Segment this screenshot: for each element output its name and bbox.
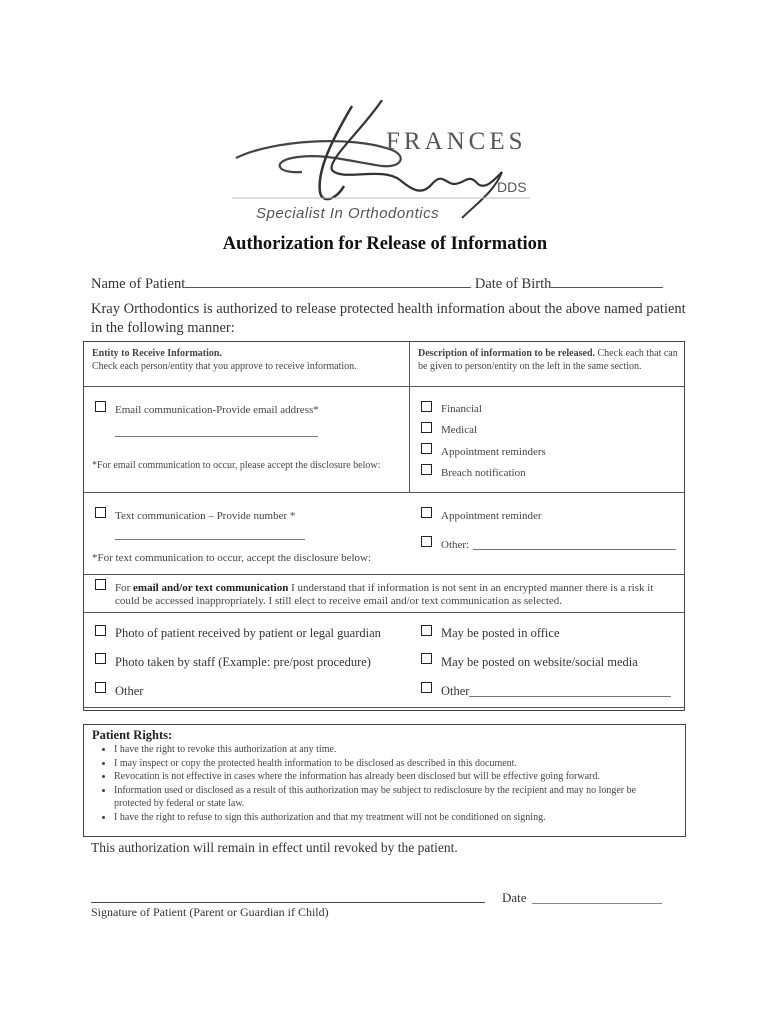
posted-other-checkbox[interactable]	[421, 682, 432, 693]
photo-right-other: Other	[441, 684, 470, 698]
email-checkbox[interactable]	[95, 401, 106, 412]
validity-statement: This authorization will remain in effect until revoked by the patient.	[91, 840, 458, 855]
disclosure-bold: email and/or text communication	[133, 582, 289, 594]
row-divider	[84, 612, 684, 613]
logo-suffix: DDS	[497, 179, 527, 195]
photo-staff-checkbox[interactable]	[95, 653, 106, 664]
rights-item: • I have the right to refuse to sign this authorization and that my treatment will not be conditioned on signing.	[114, 811, 674, 825]
logo-first-name: FRANCES	[386, 128, 527, 155]
rights-item: • I have the right to revoke this authorization at any time.	[114, 743, 674, 757]
text-item-appointment-reminder: Appointment reminder	[441, 510, 542, 522]
dob-label: Date of Birth	[474, 276, 552, 292]
photo-right-website: May be posted on website/social media	[441, 655, 638, 669]
date-label: Date	[502, 890, 527, 905]
photo-right-office: May be posted in office	[441, 626, 560, 640]
photo-left-other: Other	[115, 684, 144, 698]
left-header	[92, 347, 402, 373]
text-item-other: Other:	[441, 539, 470, 551]
column-divider	[409, 342, 410, 492]
row-divider	[84, 574, 684, 575]
patient-rights-title: Patient Rights:	[92, 728, 173, 742]
right-header	[418, 347, 680, 373]
logo-tagline: Specialist In Orthodontics	[256, 205, 440, 222]
rights-item: • Revocation is not effective in cases where the information has already been disclosed but will be effective going forward.	[114, 770, 674, 784]
email-item-medical: Medical	[441, 424, 478, 436]
disclosure-prefix: For	[115, 582, 134, 594]
text-appointment-reminder-checkbox[interactable]	[421, 507, 432, 518]
email-note: *For email communication to occur, please accept the disclosure below:	[92, 460, 381, 471]
dob-field[interactable]	[551, 275, 663, 288]
header-divider	[84, 386, 684, 387]
form-title: Authorization for Release of Information	[222, 234, 548, 254]
text-checkbox[interactable]	[95, 507, 106, 518]
signature-field[interactable]	[91, 902, 485, 903]
right-header-text: Check each that can be given to person/entity on the left in the same section.	[418, 348, 678, 372]
rights-item: • I may inspect or copy the protected health information to be disclosed as described in this document.	[114, 757, 674, 771]
posted-website-checkbox[interactable]	[421, 653, 432, 664]
text-note: *For text communication to occur, accept the disclosure below:	[92, 552, 372, 564]
posted-office-checkbox[interactable]	[421, 625, 432, 636]
row-divider	[84, 492, 684, 493]
email-item-financial: Financial	[441, 403, 482, 415]
breach-notification-checkbox[interactable]	[421, 464, 432, 475]
patient-info-line	[91, 275, 663, 293]
row-divider	[84, 707, 684, 708]
email-option-label: Email communication-Provide email address*	[115, 404, 319, 416]
left-header-text: Check each person/entity that you approve to receive information.	[92, 361, 357, 372]
signature-label: Signature of Patient (Parent or Guardian if Child)	[91, 905, 329, 919]
text-other-field[interactable]	[473, 549, 676, 550]
text-other-checkbox[interactable]	[421, 536, 432, 547]
intro-text: Kray Orthodontics is authorized to release protected health information about the above named patient in the following manner:	[91, 301, 686, 336]
release-table	[83, 341, 685, 711]
rights-item: • Information used or disclosed as a result of this authorization may be subject to redisclosure by the recipient and may no longer be protected by federal or state law.	[114, 784, 674, 811]
date-field[interactable]	[532, 903, 662, 904]
patient-name-field[interactable]	[185, 275, 471, 288]
right-header-title: Description of information to be released.	[418, 348, 596, 359]
patient-rights-list	[92, 743, 674, 825]
financial-checkbox[interactable]	[421, 401, 432, 412]
patient-rights-box	[83, 724, 686, 837]
medical-checkbox[interactable]	[421, 422, 432, 433]
photo-left-patient: Photo of patient received by patient or legal guardian	[115, 626, 381, 640]
photo-left-staff: Photo taken by staff (Example: pre/post procedure)	[115, 655, 371, 669]
photo-other-checkbox[interactable]	[95, 682, 106, 693]
email-item-appointment-reminders: Appointment reminders	[441, 446, 546, 458]
photo-other-field[interactable]	[469, 696, 671, 697]
disclosure-checkbox[interactable]	[95, 579, 106, 590]
photo-patient-checkbox[interactable]	[95, 625, 106, 636]
patient-name-label: Name of Patient	[91, 276, 186, 292]
disclosure-rest: I understand that if information is not sent in an encrypted manner there is a risk it could be accessed inappropriately. I still elect to receive email and/or text communication as selected.	[115, 582, 654, 607]
email-address-field[interactable]	[115, 436, 318, 437]
phone-number-field[interactable]	[115, 539, 305, 540]
left-header-title: Entity to Receive Information.	[92, 348, 222, 359]
email-item-breach-notification: Breach notification	[441, 467, 526, 479]
text-option-label: Text communication – Provide number *	[115, 510, 296, 522]
disclosure-text	[115, 582, 675, 608]
appointment-reminders-checkbox[interactable]	[421, 443, 432, 454]
